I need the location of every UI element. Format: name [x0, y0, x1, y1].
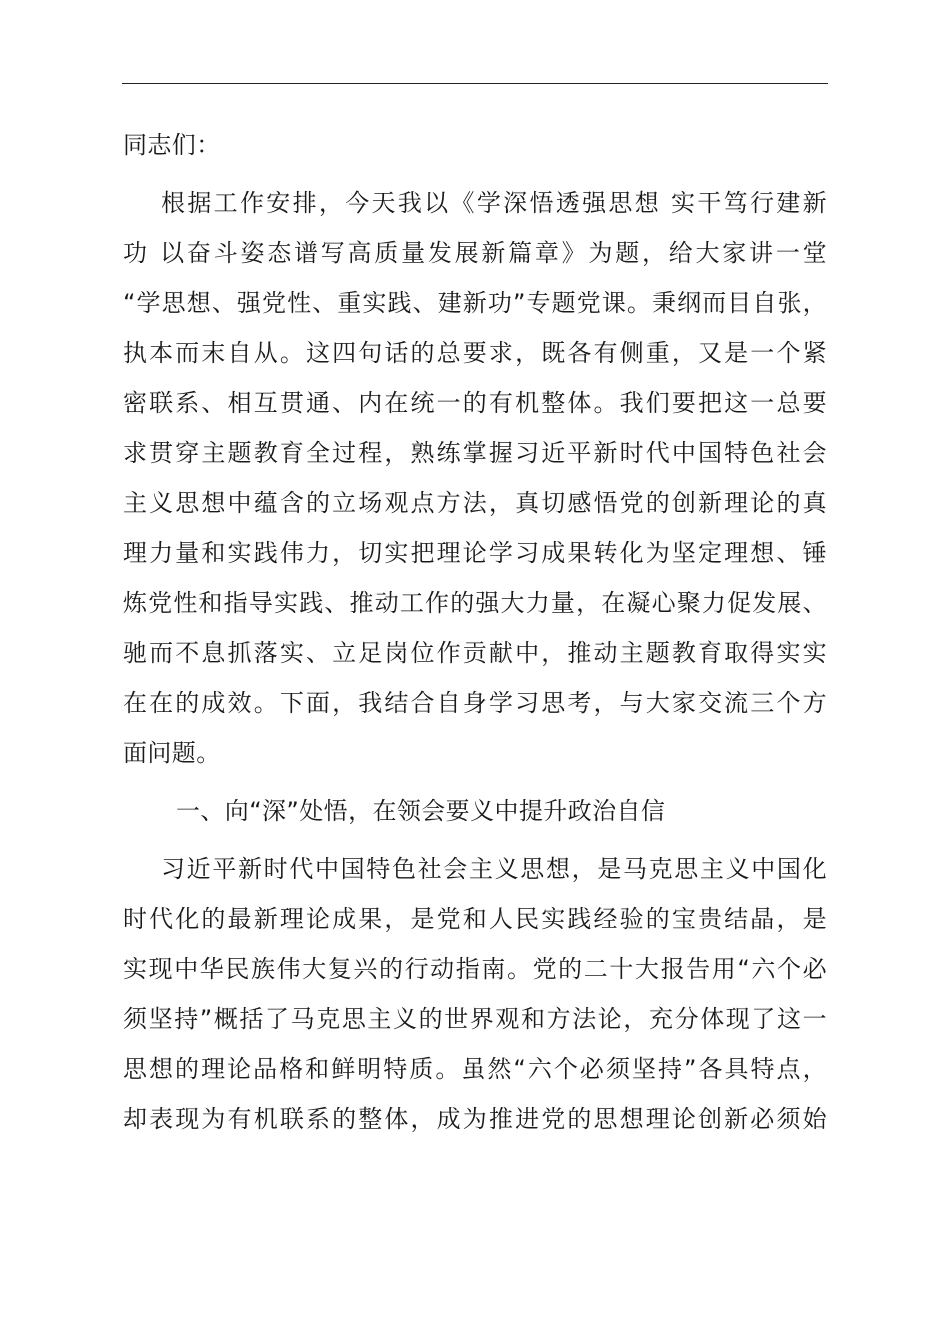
salutation: 同志们：	[123, 131, 221, 159]
paragraph-line: 思想的理论品格和鲜明特质。虽然“六个必须坚持”各具特点，	[123, 1055, 827, 1083]
paragraph-line: 时代化的最新理论成果，是党和人民实践经验的宝贵结晶，是	[123, 905, 827, 933]
paragraph-line: 面问题。	[123, 739, 221, 767]
paragraph-line: 驰而不息抓落实、立足岗位作贡献中，推动主题教育取得实实	[123, 639, 827, 667]
section-heading: 一、向“深”处悟，在领会要义中提升政治自信	[176, 797, 666, 825]
paragraph-line: “学思想、强党性、重实践、建新功”专题党课。秉纲而目自张，	[123, 289, 827, 317]
document-body	[123, 120, 827, 1144]
paragraph-line: 习近平新时代中国特色社会主义思想，是马克思主义中国化	[161, 855, 827, 883]
paragraph-2	[123, 844, 827, 1144]
paragraph-line: 却表现为有机联系的整体，成为推进党的思想理论创新必须始	[123, 1105, 827, 1133]
paragraph-line: 求贯穿主题教育全过程，熟练掌握习近平新时代中国特色社会	[123, 439, 827, 467]
paragraph-line: 炼党性和指导实践、推动工作的强大力量，在凝心聚力促发展、	[123, 589, 827, 617]
paragraph-line: 密联系、相互贯通、内在统一的有机整体。我们要把这一总要	[123, 389, 827, 417]
header-rule	[122, 83, 828, 84]
paragraph-line: 功 以奋斗姿态谱写高质量发展新篇章》为题，给大家讲一堂	[123, 239, 827, 267]
paragraph-line: 理力量和实践伟力，切实把理论学习成果转化为坚定理想、锤	[123, 539, 827, 567]
paragraph-line: 在在的成效。下面，我结合自身学习思考，与大家交流三个方	[123, 689, 827, 717]
paragraph-line: 实现中华民族伟大复兴的行动指南。党的二十大报告用“六个必	[123, 955, 827, 983]
paragraph-line: 主义思想中蕴含的立场观点方法，真切感悟党的创新理论的真	[123, 489, 827, 517]
paragraph-1	[123, 178, 827, 778]
paragraph-line: 执本而末自从。这四句话的总要求，既各有侧重，又是一个紧	[123, 339, 827, 367]
paragraph-line: 根据工作安排，今天我以《学深悟透强思想 实干笃行建新	[161, 189, 827, 217]
paragraph-line: 须坚持”概括了马克思主义的世界观和方法论，充分体现了这一	[123, 1005, 827, 1033]
